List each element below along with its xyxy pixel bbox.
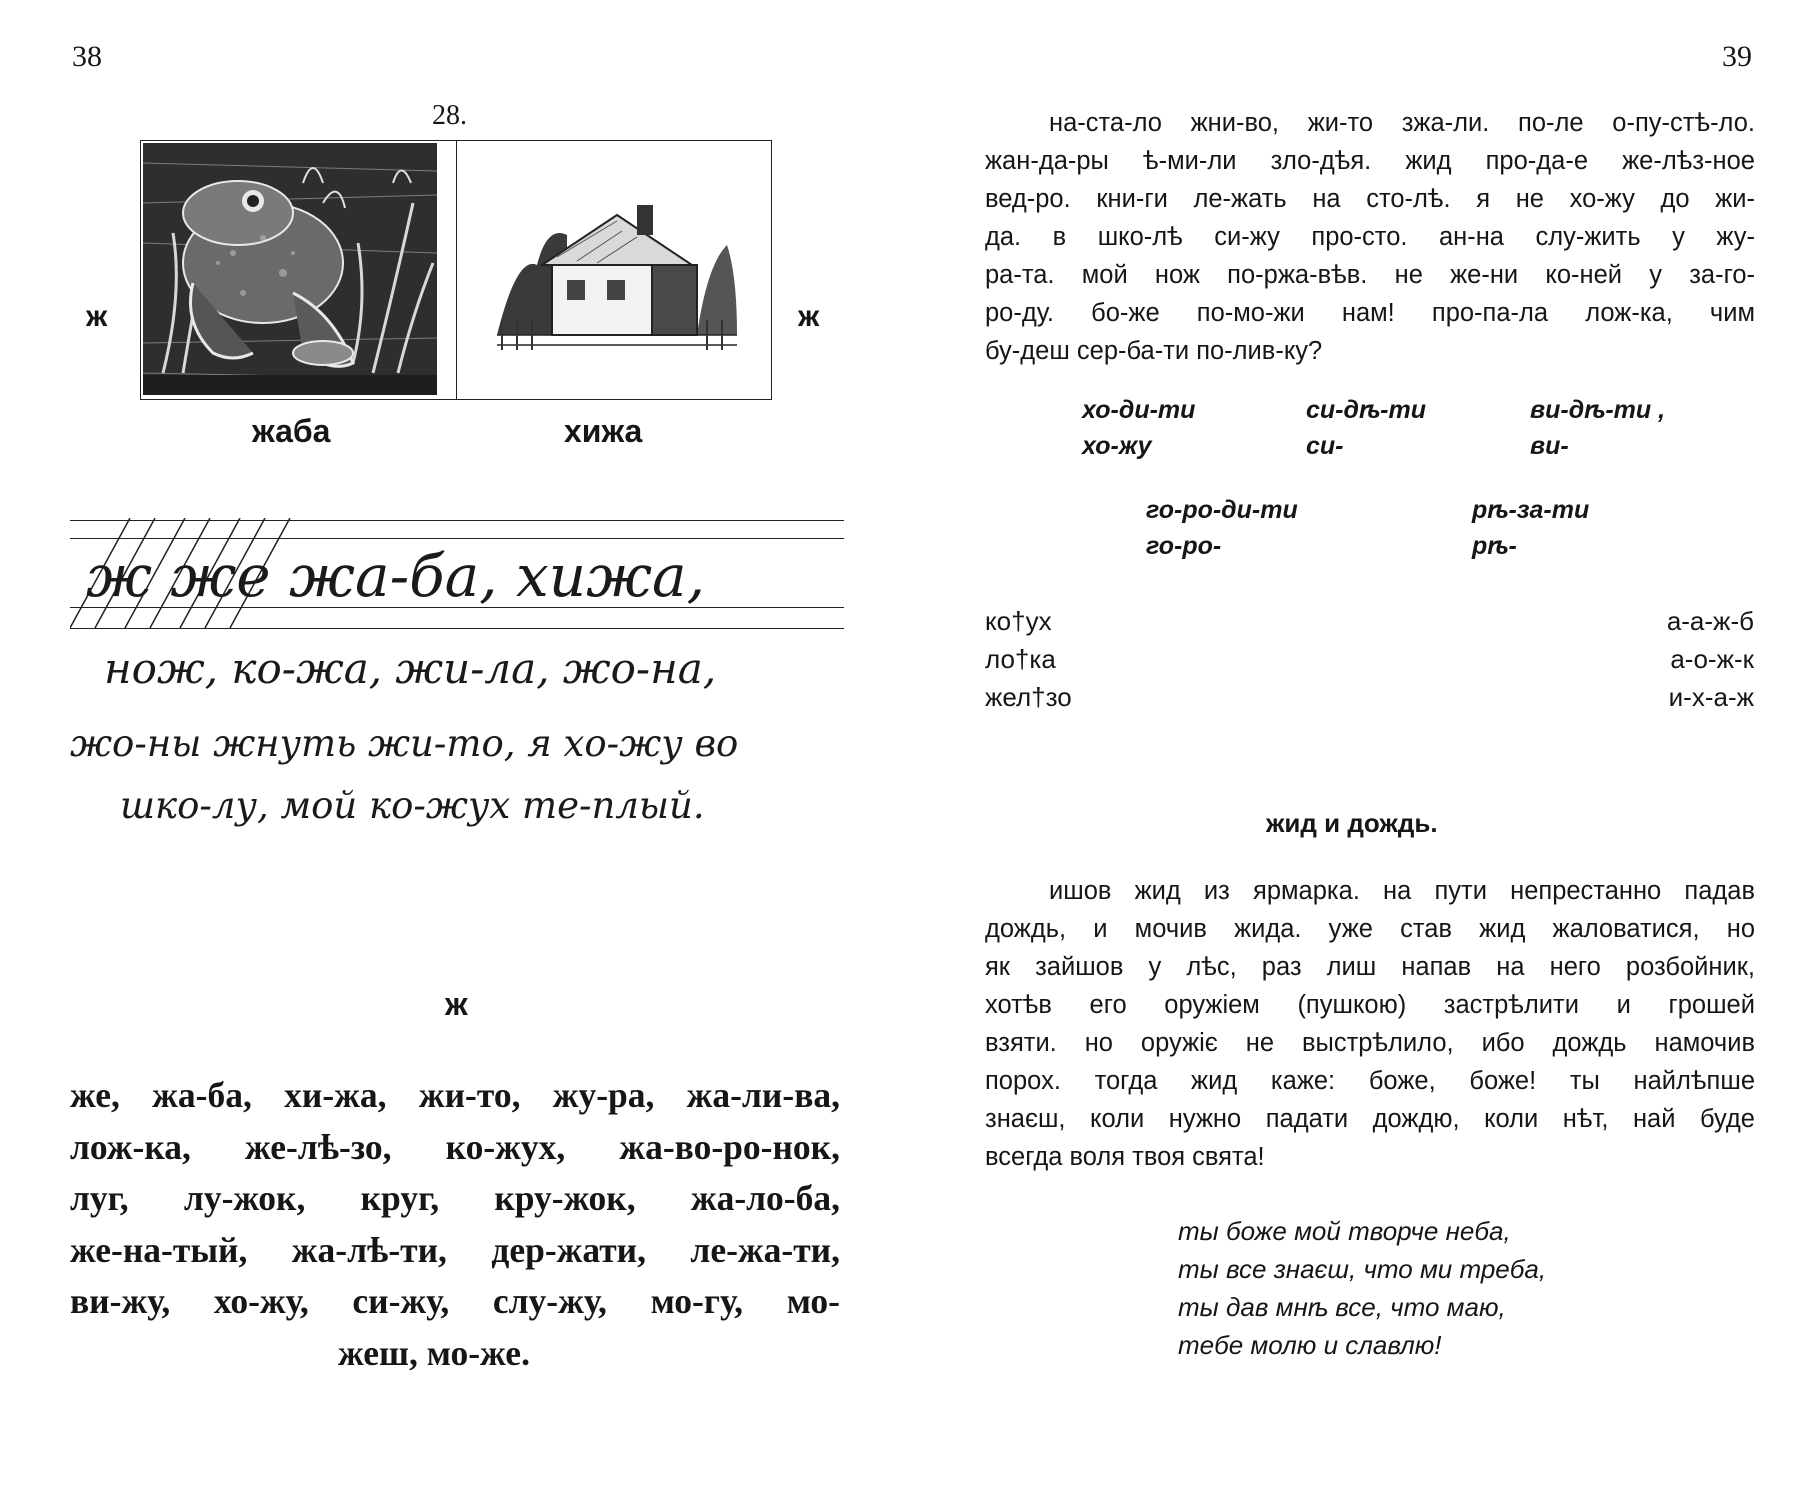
fill-word: ло†ка (985, 644, 1056, 674)
body-line: же, жа-ба, хи-жа, жи-то, жу-ра, жа-ли-ва, (70, 1075, 840, 1115)
body-line: ви-жу, хо-жу, си-жу, слу-жу, мо-гу, мо- (70, 1281, 840, 1321)
story-paragraph (985, 872, 1755, 1176)
conj-inf-3: ви-дѣ-ти , (1530, 396, 1666, 424)
conj-inf-5: рѣ-за-ти (1472, 496, 1590, 524)
letter-set: а-а-ж-б (1666, 606, 1754, 636)
reading-line: ра-та. мой нож по-ржа-вѣв. не же-ни ко-ней у за-го- (985, 261, 1755, 289)
script-line-1: ж же жа-ба, хижа, (86, 542, 706, 610)
story-line: порох. тогда жид каже: боже, боже! ты найлѣпше (985, 1067, 1755, 1095)
fill-word-list (985, 602, 1072, 716)
script-line-3: жо-ны жнуть жи-то, я хо-жу во (70, 722, 739, 765)
body-line: лож-ка, же-лѣ-зо, ко-жух, жа-во-ро-нок, (70, 1126, 840, 1167)
reading-line: вед-ро. кни-ги ле-жать на сто-лѣ. я не хо-жу до жи- (985, 185, 1755, 213)
body-line: же-на-тый, жа-лѣ-ти, дер-жати, ле-жа-ти, (70, 1229, 840, 1270)
letter-set-list (1600, 602, 1754, 716)
house-illustration (497, 185, 737, 355)
poem-line: тебе молю и славлю! (1178, 1330, 1442, 1360)
story-line: хотѣв его оружіем (пушкою) застрѣлити и грошей (985, 991, 1755, 1019)
syllable-reading-block (70, 1070, 840, 1379)
story-line: всегда воля твоя свята! (985, 1143, 1265, 1171)
poem-line: ты все знаєш, что ми треба, (1178, 1254, 1547, 1284)
left-page-number: 38 (72, 40, 102, 73)
fill-word: жел†зо (985, 682, 1072, 712)
story-line: знаєш, коли нужно падати дождю, коли нѣт, най буде (985, 1105, 1755, 1133)
side-letter-left: ж (86, 300, 108, 333)
conj-stem-3: ви- (1530, 432, 1569, 460)
conj-stem-1: хо-жу (1082, 432, 1152, 460)
script-line-2: нож, ко-жа, жи-ла, жо-на, (104, 644, 717, 693)
reading-line: бу-деш сер-ба-ти по-лив-ку? (985, 337, 1323, 365)
poem (1178, 1212, 1546, 1364)
conj-inf-4: го-ро-ди-ти (1146, 496, 1298, 524)
reading-line: на-ста-ло жни-во, жи-то зжа-ли. по-ле о-пу-стѣ-ло. (1049, 109, 1755, 137)
frog-illustration (143, 143, 437, 395)
script-line-4: шко-лу, мой ко-жух те-плый. (120, 784, 705, 827)
poem-line: ты боже мой творче неба, (1178, 1216, 1511, 1246)
caption-zhaba: жаба (252, 413, 331, 449)
conj-inf-1: хо-ди-ти (1082, 396, 1196, 424)
story-title: жид и дождь. (1266, 808, 1438, 838)
lesson-number: 28. (432, 100, 467, 131)
reading-line: да. в шко-лѣ си-жу про-сто. ан-на слу-жить у жу- (985, 223, 1755, 251)
letter-set: а-о-ж-к (1670, 644, 1754, 674)
poem-line: ты дав мнѣ все, что маю, (1178, 1292, 1506, 1322)
side-letter-right: ж (798, 300, 820, 333)
letter-heading: ж (445, 986, 468, 1022)
story-line: взяти. но оружіє не выстрѣлило, ибо дождь намочив (985, 1029, 1755, 1057)
conj-stem-4: го-ро- (1146, 532, 1222, 560)
conj-stem-5: рѣ- (1472, 532, 1517, 560)
fill-word: ко†ух (985, 606, 1052, 636)
body-line: жеш, мо-же. (338, 1332, 530, 1373)
conj-inf-2: си-дѣ-ти (1306, 396, 1426, 424)
conj-stem-2: си- (1306, 432, 1344, 460)
story-line: дождь, и мочив жида. уже став жид жаловатися, но (985, 915, 1755, 943)
caption-khyzha: хижа (564, 413, 643, 449)
story-line: ишов жид из ярмарка. на пути непрестанно падав (1049, 877, 1755, 905)
body-line: луг, лу-жок, круг, кру-жок, жа-ло-ба, (70, 1178, 840, 1218)
story-line: як зайшов у лѣс, раз лиш напав на него розбойник, (985, 953, 1755, 981)
reading-line: ро-ду. бо-же по-мо-жи нам! про-па-ла лож-ка, чим (985, 299, 1755, 327)
reading-line: жан-да-ры ѣ-ми-ли зло-дѣя. жид про-да-е же-лѣз-ное (985, 147, 1755, 175)
reading-paragraph (985, 104, 1755, 370)
letter-set: и-х-а-ж (1668, 682, 1754, 712)
right-page-number: 39 (1722, 40, 1752, 73)
